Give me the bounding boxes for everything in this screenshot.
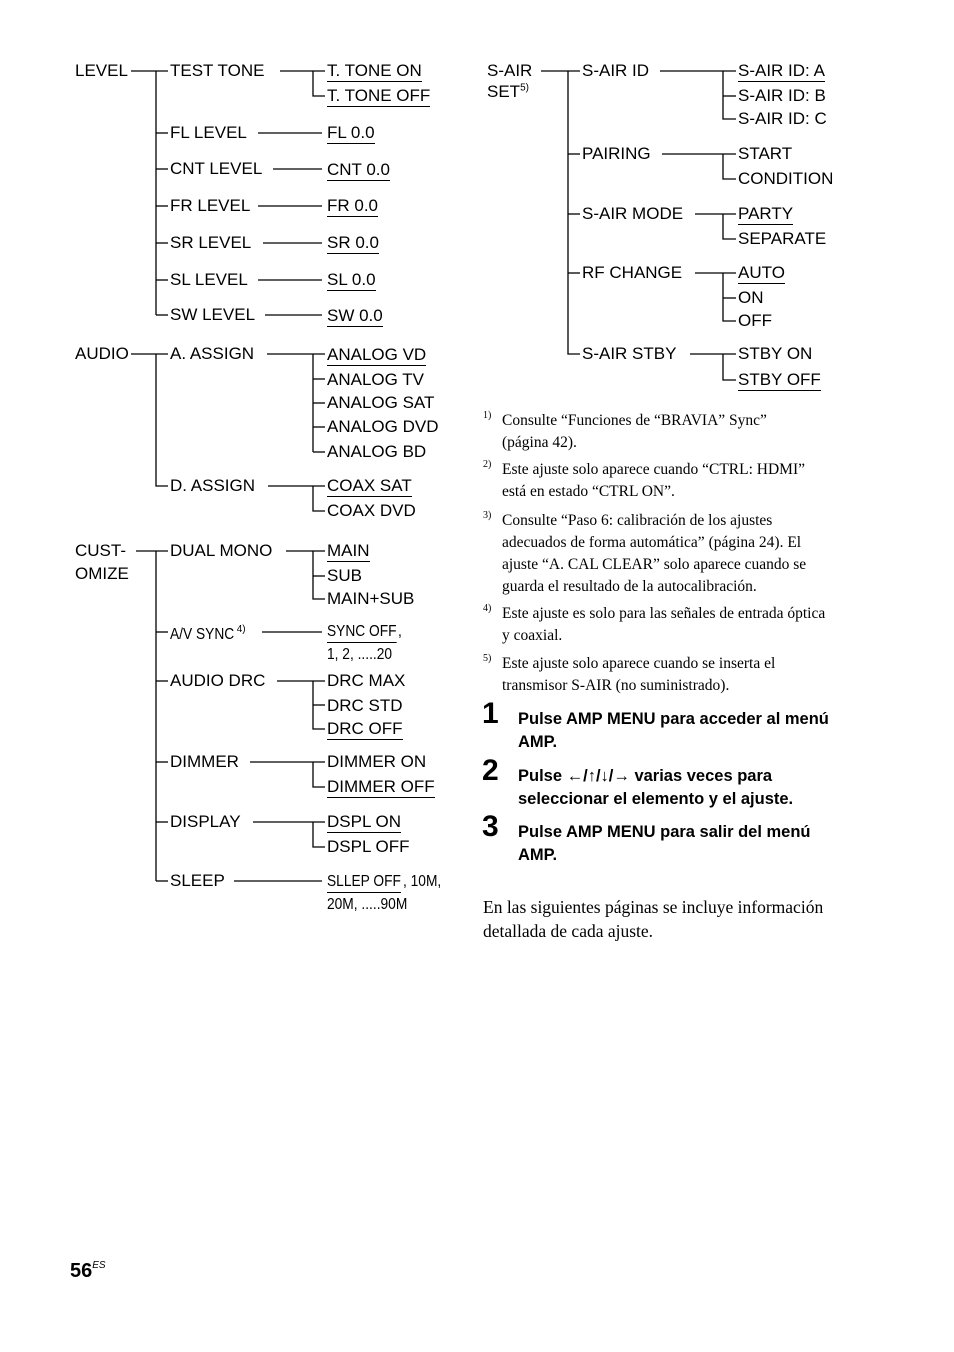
option-off: OFF bbox=[738, 311, 772, 330]
option-analog-sat: ANALOG SAT bbox=[327, 393, 435, 412]
option-auto: AUTO bbox=[738, 263, 785, 282]
option-stby-off: STBY OFF bbox=[738, 370, 821, 389]
option-sw-value: SW 0.0 bbox=[327, 306, 383, 325]
menu-customize-line1: CUST- bbox=[75, 541, 126, 560]
option-sync-range: 1, 2, .....20 bbox=[327, 646, 393, 663]
menu-display: DISPLAY bbox=[170, 812, 241, 831]
menu-sair-stby: S-AIR STBY bbox=[582, 344, 677, 363]
option-coax-sat: COAX SAT bbox=[327, 476, 412, 495]
option-drc-max: DRC MAX bbox=[327, 671, 406, 690]
footnote-3-number: 3) bbox=[483, 510, 492, 521]
option-dspl-off: DSPL OFF bbox=[327, 837, 410, 856]
option-fl-value: FL 0.0 bbox=[327, 123, 375, 142]
option-analog-bd: ANALOG BD bbox=[327, 442, 427, 461]
menu-cnt-level: CNT LEVEL bbox=[170, 159, 263, 178]
footnote-5: Este ajuste solo aparece cuando se inserta el transmisor S-AIR (no suministrado). bbox=[502, 655, 776, 694]
menu-av-sync: A/V SYNC $^{4)}$ bbox=[170, 624, 246, 643]
option-dimmer-off: DIMMER OFF bbox=[327, 777, 435, 796]
menu-fl-level: FL LEVEL bbox=[170, 123, 247, 142]
option-tone-off: T. TONE OFF bbox=[327, 86, 431, 105]
menu-audio: AUDIO bbox=[75, 344, 129, 363]
option-sleep-range: 20M, .....90M bbox=[327, 896, 408, 913]
footnote-1: Consulte “Funciones de “BRAVIA” Sync” (página 42). bbox=[502, 412, 767, 451]
step-2-number: 2 bbox=[482, 754, 499, 787]
step-3-number: 3 bbox=[482, 810, 499, 843]
option-coax-dvd: COAX DVD bbox=[327, 501, 416, 520]
menu-audio-drc: AUDIO DRC bbox=[170, 671, 266, 690]
step-2-text: Pulse ←/↑/↓/→ varias veces para seleccionar el elemento y el ajuste. bbox=[518, 767, 794, 808]
option-cnt-value: CNT 0.0 bbox=[327, 160, 390, 179]
option-drc-std: DRC STD bbox=[327, 696, 403, 715]
footnote-3: Consulte “Paso 6: calibración de los ajustes adecuados de forma automática” (página 24). El ajuste “A. CAL CLEAR” solo aparece cuando se guarda el resultado de la autocalibración. bbox=[502, 512, 807, 595]
menu-rf-change: RF CHANGE bbox=[582, 263, 683, 282]
option-sair-id-a: S-AIR ID: A bbox=[738, 61, 825, 80]
menu-test-tone: TEST TONE bbox=[170, 61, 265, 80]
closing-paragraph: En las siguientes páginas se incluye información detallada de cada ajuste. bbox=[483, 897, 824, 941]
menu-a-assign: A. ASSIGN bbox=[170, 344, 255, 363]
footnote-2-number: 2) bbox=[483, 459, 492, 470]
option-sr-value: SR 0.0 bbox=[327, 233, 379, 252]
menu-sair-mode: S-AIR MODE bbox=[582, 204, 684, 223]
menu-dimmer: DIMMER bbox=[170, 752, 239, 771]
option-start: START bbox=[738, 144, 793, 163]
option-on: ON bbox=[738, 288, 764, 307]
option-sair-id-c: S-AIR ID: C bbox=[738, 109, 827, 128]
option-party: PARTY bbox=[738, 204, 794, 223]
page-number: $56^{ES}$ bbox=[70, 1260, 106, 1282]
menu-sr-level: SR LEVEL bbox=[170, 233, 252, 252]
option-sync-values: SYNC OFF, bbox=[327, 621, 402, 643]
option-drc-off: DRC OFF bbox=[327, 719, 403, 738]
option-analog-dvd: ANALOG DVD bbox=[327, 417, 439, 436]
option-main: MAIN bbox=[327, 541, 370, 560]
menu-sl-level: SL LEVEL bbox=[170, 270, 248, 289]
option-analog-vd: ANALOG VD bbox=[327, 345, 427, 364]
footnote-2: Este ajuste solo aparece cuando “CTRL: HDMI” está en estado “CTRL ON”. bbox=[502, 461, 806, 500]
step-1-text: Pulse AMP MENU para acceder al menú AMP. bbox=[518, 710, 829, 751]
option-dimmer-on: DIMMER ON bbox=[327, 752, 427, 771]
menu-sw-level: SW LEVEL bbox=[170, 305, 256, 324]
menu-sair-set-line2: SET$^{5)}$ bbox=[487, 82, 529, 101]
menu-sleep: SLEEP bbox=[170, 871, 225, 890]
footnote-1-number: 1) bbox=[483, 410, 492, 421]
menu-fr-level: FR LEVEL bbox=[170, 196, 251, 215]
footnote-4: Este ajuste es solo para las señales de entrada óptica y coaxial. bbox=[502, 605, 826, 644]
step-1-number: 1 bbox=[482, 697, 499, 730]
option-separate: SEPARATE bbox=[738, 229, 827, 248]
option-sleep-values: SLLEP OFF , 10M, bbox=[327, 871, 447, 893]
option-dspl-on: DSPL ON bbox=[327, 812, 402, 831]
option-analog-tv: ANALOG TV bbox=[327, 370, 424, 389]
menu-customize-line2: OMIZE bbox=[75, 564, 129, 583]
menu-sair-set-line1: S-AIR bbox=[487, 61, 533, 80]
step-3-text: Pulse AMP MENU para salir del menú AMP. bbox=[518, 823, 811, 864]
menu-level: LEVEL bbox=[75, 61, 128, 80]
footnote-5-number: 5) bbox=[483, 653, 492, 664]
menu-pairing: PAIRING bbox=[582, 144, 651, 163]
option-fr-value: FR 0.0 bbox=[327, 196, 379, 215]
menu-dual-mono: DUAL MONO bbox=[170, 541, 273, 560]
menu-sair-id: S-AIR ID bbox=[582, 61, 650, 80]
footnote-4-number: 4) bbox=[483, 603, 492, 614]
option-sair-id-b: S-AIR ID: B bbox=[738, 86, 826, 105]
option-sl-value: SL 0.0 bbox=[327, 270, 376, 289]
option-sub: SUB bbox=[327, 566, 362, 585]
menu-d-assign: D. ASSIGN bbox=[170, 476, 256, 495]
option-main-sub: MAIN+SUB bbox=[327, 589, 415, 608]
option-condition: CONDITION bbox=[738, 169, 834, 188]
option-tone-on: T. TONE ON bbox=[327, 61, 422, 80]
option-stby-on: STBY ON bbox=[738, 344, 813, 363]
